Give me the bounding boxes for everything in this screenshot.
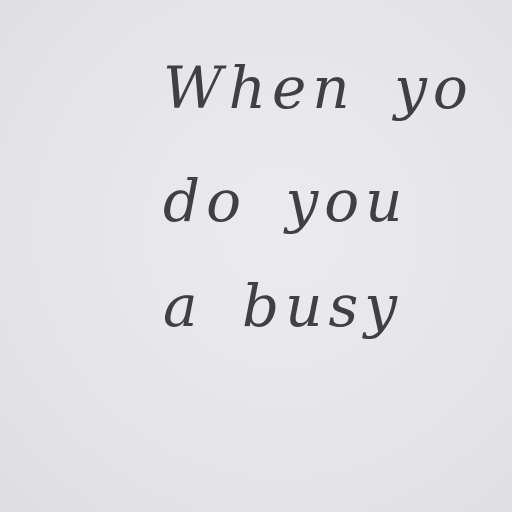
text-line-2: do you bbox=[163, 167, 409, 235]
text-line-1: When yo bbox=[163, 54, 474, 122]
text-line-3: a busy bbox=[163, 272, 404, 340]
